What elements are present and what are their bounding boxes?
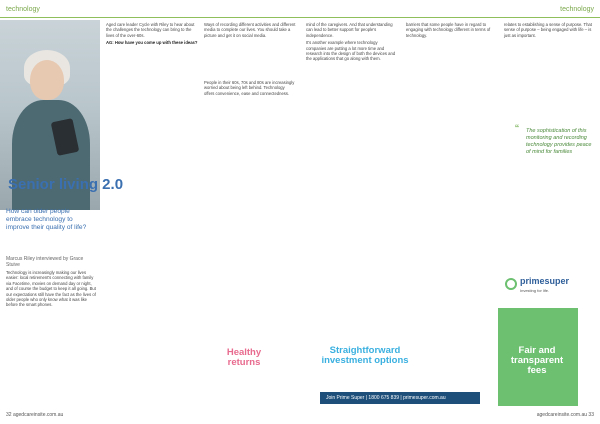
advert bbox=[220, 330, 580, 408]
ad-join-bar[interactable]: Join Prime Super | 1800 675 839 | primesuper.com.au bbox=[320, 392, 480, 404]
paragraph: People in their 60s, 70s and 80s are increasingly worried about being left behind. Technology offers convenience, ease and connectedness. bbox=[204, 80, 295, 96]
paragraph: relates to establishing a sense of purpose. That sense of purpose – being engaged with life – is just as important. bbox=[504, 22, 592, 38]
body-column-1 bbox=[306, 22, 398, 64]
byline: Marcus Riley interviewed by Grace Stuive bbox=[6, 256, 84, 268]
pull-quote: The sophistication of this monitoring and recording technology provides peace of mind for families bbox=[526, 128, 592, 155]
paragraph: Aged care leader Cycle with Riley to hear about the challenges the technology can bring to the lives of the over-60s. bbox=[106, 22, 195, 38]
paragraph: Ways of recording different activities and different media to complete our lives. You should take a picture and get it on social media. bbox=[204, 22, 296, 38]
ad-tagline: Investing for life. bbox=[520, 288, 550, 293]
section-tag: technology bbox=[560, 6, 594, 13]
ad-straightforward: Straightforward investment options bbox=[321, 345, 409, 366]
paragraph: It's another example where technology companies are putting a lot more time and research into the design of both the devices and the applications that go along with them. bbox=[306, 40, 396, 62]
page-footer: 32 agedcareinsite.com.au bbox=[6, 412, 64, 418]
article-title: Senior living 2.0 bbox=[8, 176, 124, 193]
body-column-3 bbox=[504, 22, 596, 40]
body-column-2 bbox=[406, 22, 498, 40]
paragraph: barriers that some people have in regard to engaging with technology different in terms of technology. bbox=[406, 22, 491, 38]
ad-healthy-returns: Healthy returns bbox=[226, 347, 262, 368]
question: AG: How have you come up with these ideas? bbox=[106, 40, 198, 46]
ad-fair-fees: Fair and transparent fees bbox=[510, 345, 564, 376]
page-footer: agedcareinsite.com.au 33 bbox=[536, 412, 594, 418]
body-column-4 bbox=[204, 80, 296, 98]
top-rule bbox=[0, 17, 300, 18]
paragraph: Technology is increasingly making our lives easier: local retirement's connecting with family via Facetime, movies on demand day or night, and of course the budget to keep it all going. But our expectations still have the fact as the lives of older people who only know what it was like before the smart phones. bbox=[6, 270, 96, 308]
quote-mark-icon: “ bbox=[515, 122, 519, 136]
body-column-3 bbox=[204, 22, 296, 40]
section-tag: technology bbox=[6, 6, 40, 13]
paragraph: mind of the caregivers. And that understanding can lead to better support for people's independence. bbox=[306, 22, 393, 38]
brand-logo-icon bbox=[505, 278, 517, 290]
body-column-2 bbox=[106, 22, 198, 48]
standfirst: How can older people embrace technology to improve their quality of life? bbox=[6, 208, 87, 231]
body-column-1 bbox=[6, 270, 96, 310]
ad-brand: primesuper bbox=[520, 276, 570, 286]
top-rule bbox=[300, 17, 600, 18]
